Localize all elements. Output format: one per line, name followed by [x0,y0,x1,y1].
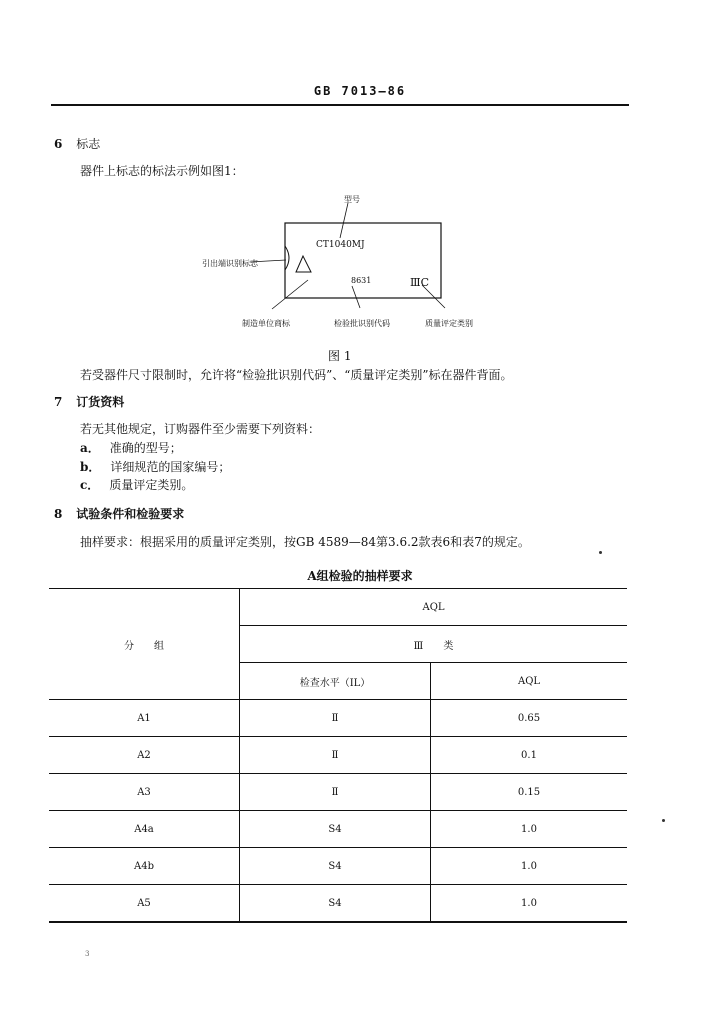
section-8-title: 试验条件和检验要求 [76,507,185,521]
sampling-table [49,588,627,923]
list-item: c． 质量评定类别。 [80,478,194,492]
section-6-intro: 器件上标志的标法示例如图1： [80,164,244,178]
label-quality-grade: 质量评定类别 [425,319,473,328]
table-row: A4a S4 1.0 [49,811,627,848]
table-title: A组检验的抽样要求 [307,569,413,583]
section-6-heading [54,135,100,152]
section-6-note: 若受器件尺寸限制时，允许将“检验批识别代码”、“质量评定类别”标在器件背面。 [80,368,513,382]
device-model-text: CT1040MJ [316,240,365,250]
header-inspection-level: 检查水平（IL） [240,663,431,700]
header-aql-top: AQL [240,589,628,626]
section-6-number: 6 [54,137,63,151]
label-lot-code: 检验批识别代码 [334,319,390,328]
label-lead-id: 引出端识别标志 [202,259,258,268]
triangle-trademark-icon [296,256,311,272]
header-class: Ⅲ 类 [240,626,628,663]
standard-number: GB 7013—86 [313,84,407,98]
figure-caption: 图 1 [328,349,352,363]
section-8-heading [54,505,184,522]
section-8-number: 8 [54,507,63,521]
section-6-title: 标志 [76,137,101,151]
page-number: 3 [85,950,90,958]
device-lot-code: 8631 [351,276,372,285]
table-row: A1 Ⅱ 0.65 [49,700,627,737]
section-7-heading [54,393,124,410]
list-item: b． 详细规范的国家编号； [80,460,231,474]
section-7-intro: 若无其他规定，订购器件至少需要下列资料： [80,422,321,436]
table-row: A5 S4 1.0 [49,885,627,923]
header-group: 分 组 [49,589,240,700]
section-8-text: 抽样要求：根据采用的质量评定类别，按GB 4589—84第3.6.2款表6和表7的规定。 [80,535,530,549]
table-row: A4b S4 1.0 [49,848,627,885]
header-aql: AQL [431,663,628,700]
section-7-title: 订货资料 [76,395,125,409]
scan-speck [599,551,602,554]
table-row: A3 Ⅱ 0.15 [49,774,627,811]
device-grade-mark: ⅢC [410,276,430,289]
label-model: 型号 [344,195,360,204]
table-row: A2 Ⅱ 0.1 [49,737,627,774]
label-maker-trademark: 制造单位商标 [242,319,290,328]
list-item: a． 准确的型号； [80,441,182,455]
lead-notch-icon [285,246,289,270]
header-rule [51,104,629,106]
section-7-number: 7 [54,395,63,409]
scan-speck [662,819,665,822]
